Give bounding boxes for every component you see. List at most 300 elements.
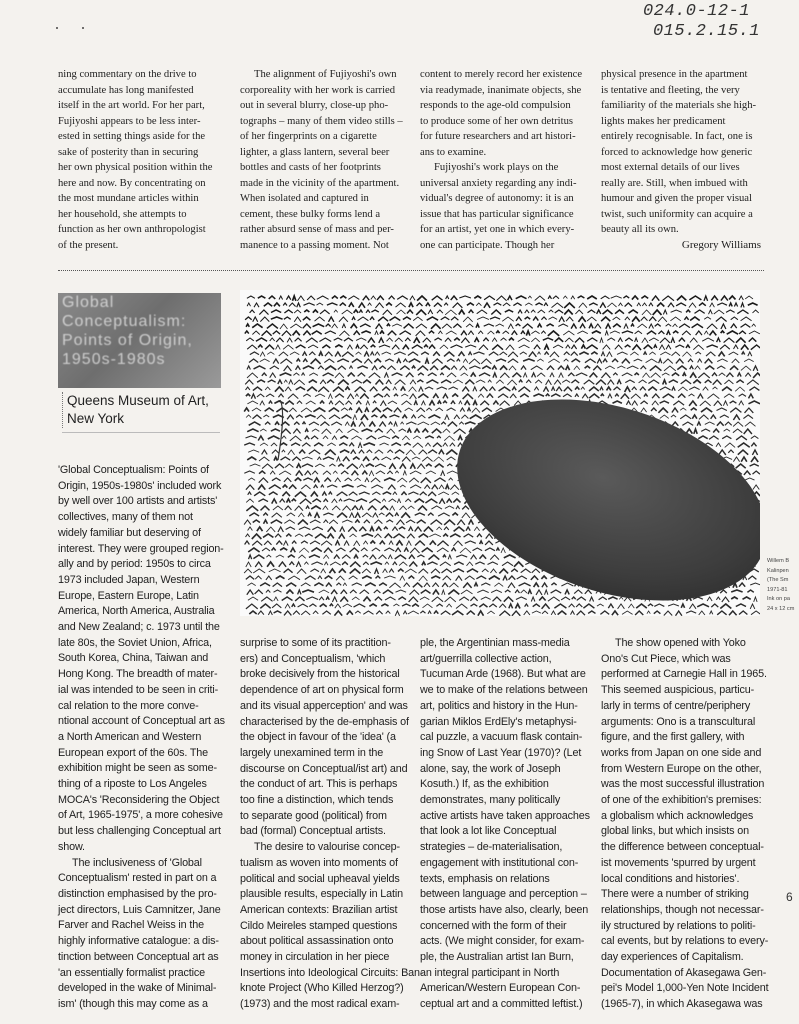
scrawl-stroke: [452, 513, 458, 515]
scrawl-stroke: [387, 429, 395, 433]
venue-line-2: New York: [67, 411, 125, 426]
scrawl-stroke: [513, 303, 521, 306]
scrawl-stroke: [416, 324, 427, 328]
scrawl-stroke: [683, 373, 686, 376]
scrawl-stroke: [509, 604, 513, 608]
scrawl-stroke: [699, 415, 709, 419]
scrawl-stroke: [536, 590, 542, 595]
scrawl-stroke: [395, 471, 398, 473]
scrawl-stroke: [362, 429, 373, 431]
text-line: dependence of art on physical form: [240, 684, 404, 697]
scrawl-stroke: [705, 380, 712, 383]
scrawl-stroke: [395, 548, 400, 552]
scrawl-stroke: [496, 296, 506, 301]
scrawl-stroke: [384, 576, 395, 578]
scrawl-stroke: [325, 450, 336, 455]
scrawl-stroke: [375, 429, 383, 432]
text-line: concerned with the form of their: [420, 919, 567, 932]
scrawl-stroke: [294, 317, 301, 322]
scrawl-stroke: [269, 569, 281, 572]
scrawl-stroke: [272, 548, 276, 551]
scrawl-stroke: [531, 366, 543, 370]
scrawl-stroke: [289, 562, 294, 565]
scrawl-stroke: [415, 513, 425, 515]
scrawl-stroke: [506, 345, 514, 350]
scrawl-stroke: [363, 380, 371, 383]
text-line: and its visual apperception' and was: [240, 699, 408, 712]
scrawl-stroke: [466, 527, 470, 531]
scrawl-stroke: [387, 366, 395, 370]
scrawl-stroke: [262, 464, 273, 469]
scrawl-stroke: [601, 373, 610, 378]
scrawl-stroke: [267, 352, 274, 354]
text-line: cement, these bulky forms lend a: [240, 208, 381, 220]
scrawl-stroke: [451, 401, 455, 404]
scrawl-stroke: [321, 569, 326, 573]
scrawl-stroke: [406, 450, 415, 455]
scrawl-stroke: [473, 401, 477, 405]
scrawl-stroke: [284, 478, 291, 482]
scrawl-stroke: [283, 345, 293, 349]
scrawl-stroke: [254, 366, 266, 369]
text-line: (1965-7), in which Akasegawa was: [601, 998, 763, 1011]
scrawl-stroke: [309, 352, 315, 355]
title-image-line: Global: [62, 294, 115, 311]
scrawl-stroke: [658, 408, 668, 413]
scrawl-stroke: [368, 506, 376, 510]
scrawl-stroke: [392, 373, 403, 376]
scrawl-stroke: [363, 541, 367, 544]
scrawl-stroke: [452, 492, 459, 495]
scrawl-stroke: [283, 303, 287, 306]
scrawl-stroke: [537, 359, 544, 361]
scrawl-stroke: [660, 401, 669, 403]
scrawl-stroke: [440, 373, 444, 375]
handwritten-code-1: 024.0-12-1: [642, 2, 750, 21]
scrawl-stroke: [372, 492, 380, 495]
caption-line: Ink on pa: [767, 596, 791, 602]
scrawl-stroke: [399, 562, 407, 566]
scrawl-stroke: [390, 317, 401, 321]
scrawl-stroke: [632, 401, 638, 406]
scrawl-stroke: [649, 324, 654, 329]
scrawl-stroke: [601, 352, 604, 356]
scrawl-stroke: [380, 401, 386, 406]
scrawl-stroke: [453, 380, 463, 383]
text-line: ple, the Argentinian mass-media: [420, 637, 570, 649]
scrawl-stroke: [423, 604, 433, 608]
scrawl-stroke: [295, 597, 304, 601]
scrawl-stroke: [250, 310, 255, 313]
scrawl-stroke: [719, 450, 726, 455]
scrawl-stroke: [305, 471, 311, 475]
scrawl-stroke: [309, 373, 318, 375]
scrawl-stroke: [402, 436, 409, 440]
scrawl-stroke: [474, 296, 481, 298]
scrawl-stroke: [493, 401, 498, 405]
scrawl-stroke: [582, 394, 588, 398]
scrawl-stroke: [365, 408, 369, 412]
scrawl-stroke: [263, 415, 269, 417]
scrawl-stroke: [341, 408, 348, 411]
text-line: bad (formal) Conceptual artists.: [240, 825, 386, 838]
scrawl-stroke: [672, 352, 680, 356]
text-line: day experiences of Capitalism.: [601, 951, 744, 964]
scrawl-stroke: [274, 457, 277, 461]
scrawl-stroke: [409, 555, 415, 559]
scrawl-stroke: [336, 583, 341, 585]
scrawl-stroke: [375, 331, 378, 335]
scrawl-stroke: [588, 310, 596, 313]
scrawl-stroke: [334, 338, 343, 340]
scrawl-stroke: [473, 352, 484, 354]
text-line: European export of the 60s. The: [58, 746, 209, 759]
scrawl-stroke: [349, 576, 358, 579]
scrawl-stroke: [465, 345, 476, 347]
scrawl-stroke: [290, 352, 299, 355]
scrawl-stroke: [480, 387, 488, 391]
scrawl-stroke: [571, 380, 579, 383]
scrawl-stroke: [362, 471, 367, 474]
scrawl-stroke: [313, 611, 318, 614]
scrawl-stroke: [471, 555, 477, 559]
scrawl-stroke: [417, 303, 423, 306]
scrawl-stroke: [615, 310, 624, 314]
scrawl-stroke: [591, 352, 597, 354]
scrawl-stroke: [481, 583, 490, 585]
scrawl-stroke: [409, 597, 418, 602]
scrawl-stroke: [510, 394, 516, 398]
scrawl-stroke: [335, 541, 339, 546]
scrawl-stroke: [326, 583, 332, 587]
scrawl-stroke: [329, 415, 340, 419]
scrawl-stroke: [280, 324, 288, 329]
scrawl-stroke: [716, 597, 720, 600]
scrawl-stroke: [341, 590, 347, 594]
scrawl-stroke: [260, 352, 265, 357]
scrawl-stroke: [736, 604, 746, 607]
scrawl-stroke: [389, 422, 393, 425]
scrawl-stroke: [358, 373, 366, 376]
scrawl-stroke: [461, 415, 468, 419]
scrawl-stroke: [454, 527, 465, 531]
scrawl-stroke: [654, 604, 664, 606]
scrawl-stroke: [689, 303, 696, 308]
text-line: the conduct of art. This is perhaps: [240, 778, 398, 791]
text-line: performed at Carnegie Hall in 1965.: [601, 668, 767, 681]
scrawl-stroke: [496, 331, 499, 333]
scrawl-stroke: [610, 331, 620, 333]
scrawl-stroke: [719, 373, 726, 376]
scrawl-stroke: [252, 408, 261, 411]
text-line: physical presence in the apartment: [601, 69, 748, 80]
text-line: Europe, Eastern Europe, Latin: [58, 589, 199, 602]
scrawl-stroke: [396, 590, 407, 592]
scrawl-stroke: [330, 562, 341, 565]
scrawl-stroke: [744, 359, 754, 362]
scrawl-stroke: [733, 429, 742, 433]
scrawl-stroke: [389, 583, 400, 588]
scrawl-stroke: [356, 499, 367, 502]
scrawl-stroke: [524, 611, 530, 615]
scrawl-stroke: [543, 387, 548, 392]
scrawl-stroke: [698, 436, 707, 439]
scrawl-stroke: [306, 338, 318, 342]
scrawl-stroke: [409, 527, 413, 531]
scrawl-stroke: [359, 422, 365, 427]
scrawl-stroke: [743, 415, 753, 419]
scrawl-stroke: [252, 331, 259, 335]
scrawl-stroke: [354, 331, 360, 335]
scrawl-stroke: [330, 604, 333, 606]
title-image-line: Conceptualism:: [62, 313, 187, 330]
title-image-line: Points of Origin,: [62, 332, 193, 349]
scrawl-stroke: [504, 597, 513, 602]
scrawl-stroke: [340, 303, 346, 306]
scrawl-stroke: [432, 583, 438, 587]
scrawl-stroke: [730, 401, 737, 403]
scrawl-stroke: [275, 464, 284, 468]
scrawl-stroke: [478, 611, 484, 616]
scrawl-stroke: [541, 331, 545, 334]
scrawl-stroke: [632, 345, 641, 350]
text-line: tinction between Conceptual art as: [58, 950, 219, 963]
scrawl-stroke: [260, 604, 270, 608]
scrawl-stroke: [558, 324, 568, 326]
scrawl-stroke: [677, 366, 686, 370]
scrawl-stroke: [451, 317, 458, 320]
scrawl-stroke: [478, 331, 483, 334]
scrawl-stroke: [305, 534, 313, 536]
scrawl-stroke: [429, 534, 441, 537]
scrawl-stroke: [441, 366, 450, 370]
text-line: bottles and casts of her footprints: [240, 162, 381, 173]
scrawl-stroke: [512, 373, 521, 377]
text-line: (1973) and the most radical exam-: [240, 998, 400, 1011]
text-line: Tucuman Arde (1968). But what are: [420, 668, 586, 681]
scrawl-stroke: [652, 394, 659, 398]
scrawl-stroke: [751, 443, 756, 446]
scrawl-stroke: [383, 310, 392, 315]
text-line: universal anxiety regarding any indi-: [420, 177, 577, 189]
scrawl-stroke: [383, 408, 392, 411]
scrawl-stroke: [463, 317, 473, 322]
scrawl-stroke: [253, 520, 260, 523]
scrawl-stroke: [660, 338, 670, 343]
scrawl-stroke: [744, 429, 752, 434]
scrawl-stroke: [673, 331, 678, 333]
scrawl-stroke: [607, 387, 611, 390]
scrawl-stroke: [438, 331, 442, 334]
scrawl-stroke: [420, 597, 429, 600]
scrawl-stroke: [356, 408, 362, 413]
scrawl-stroke: [338, 464, 344, 466]
scrawl-stroke: [523, 324, 533, 328]
scrawl-stroke: [496, 548, 499, 551]
scrawl-stroke: [551, 394, 560, 397]
scrawl-stroke: [297, 569, 306, 574]
scrawl-stroke: [264, 520, 268, 524]
scrawl-stroke: [343, 583, 347, 586]
text-line: show.: [58, 840, 85, 853]
scrawl-stroke: [294, 422, 299, 425]
scrawl-stroke: [678, 387, 687, 391]
scrawl-stroke: [705, 359, 713, 363]
scrawl-stroke: [404, 548, 408, 552]
scrawl-stroke: [351, 324, 357, 328]
scrawl-stroke: [404, 583, 410, 587]
scrawl-stroke: [403, 471, 406, 475]
scrawl-stroke: [745, 478, 755, 480]
scrawl-stroke: [460, 548, 471, 553]
scrawl-stroke: [678, 394, 685, 398]
scrawl-stroke: [253, 387, 262, 391]
text-line: here and now. By concentrating on: [58, 177, 206, 189]
scrawl-stroke: [271, 429, 280, 431]
scrawl-stroke: [410, 394, 417, 399]
scrawl-stroke: [333, 471, 337, 474]
scrawl-stroke: [267, 324, 278, 328]
scrawl-stroke: [563, 296, 567, 299]
scrawl-stroke: [323, 457, 334, 459]
scrawl-stroke: [431, 506, 442, 509]
scrawl-stroke: [284, 317, 291, 319]
scrawl-stroke: [585, 366, 591, 368]
scrawl-stroke: [248, 527, 253, 531]
scrawl-stroke: [745, 408, 754, 413]
scrawl-stroke: [244, 443, 255, 445]
scrawl-stroke: [443, 576, 451, 580]
scrawl-stroke: [332, 296, 338, 299]
scrawl-stroke: [308, 513, 311, 516]
scrawl-stroke: [419, 534, 429, 537]
scrawl-stroke: [358, 443, 362, 448]
scrawl-stroke: [349, 303, 354, 307]
scrawl-stroke: [648, 387, 657, 391]
scrawl-stroke: [490, 317, 500, 319]
scrawl-stroke: [400, 464, 406, 469]
scrawl-stroke: [354, 555, 358, 559]
review-column-1: [58, 463, 228, 1013]
text-line: cal puzzle, a vacuum flask contain-: [420, 731, 583, 744]
text-line: Kosuth.) If, as the exhibition: [420, 778, 549, 791]
scrawl-stroke: [465, 541, 476, 543]
scrawl-stroke: [249, 359, 258, 363]
scrawl-stroke: [269, 296, 276, 299]
scrawl-stroke: [739, 394, 746, 396]
scrawl-stroke: [364, 352, 369, 357]
scrawl-stroke: [360, 345, 367, 349]
scrawl-stroke: [379, 583, 387, 586]
scrawl-stroke: [260, 429, 267, 431]
scrawl-stroke: [446, 296, 449, 299]
scrawl-stroke: [385, 562, 389, 565]
scrawl-stroke: [271, 310, 281, 313]
scrawl-stroke: [386, 513, 393, 517]
scrawl-stroke: [749, 338, 757, 342]
scrawl-stroke: [259, 478, 268, 483]
scrawl-stroke: [303, 394, 311, 396]
scrawl-stroke: [728, 450, 733, 453]
scrawl-stroke: [664, 366, 676, 371]
scrawl-stroke: [694, 429, 697, 434]
scrawl-stroke: [589, 387, 599, 391]
scrawl-stroke: [351, 450, 356, 454]
scrawl-stroke: [279, 471, 291, 475]
scrawl-stroke: [355, 394, 358, 397]
scrawl-stroke: [246, 499, 254, 502]
scrawl-stroke: [393, 492, 397, 495]
scrawl-stroke: [549, 317, 558, 319]
scrawl-stroke: [380, 331, 384, 334]
scrawl-stroke: [289, 303, 296, 307]
scrawl-stroke: [267, 562, 274, 567]
scrawl-stroke: [440, 562, 451, 566]
scrawl-stroke: [273, 506, 283, 510]
text-line: a North American and Western: [58, 730, 202, 743]
scrawl-stroke: [365, 478, 369, 482]
scrawl-stroke: [266, 394, 274, 397]
scrawl-stroke: [392, 436, 399, 438]
scrawl-stroke: [246, 604, 258, 609]
scrawl-stroke: [622, 611, 633, 614]
scrawl-stroke: [434, 478, 445, 482]
scrawl-stroke: [518, 338, 530, 342]
scrawl-stroke: [550, 373, 554, 377]
scrawl-stroke: [535, 296, 545, 301]
scrawl-stroke: [489, 576, 500, 579]
scrawl-stroke: [385, 534, 393, 538]
scrawl-stroke: [528, 296, 531, 298]
scrawl-stroke: [375, 464, 386, 467]
scrawl-stroke: [342, 485, 354, 487]
scrawl-stroke: [452, 394, 458, 397]
scrawl-stroke: [356, 338, 366, 340]
scrawl-stroke: [660, 387, 671, 390]
scrawl-stroke: [646, 359, 658, 363]
scrawl-stroke: [668, 303, 674, 307]
scrawl-stroke: [686, 345, 690, 348]
scrawl-stroke: [367, 450, 373, 453]
scrawl-stroke: [637, 303, 641, 306]
scrawl-stroke: [467, 562, 473, 566]
scrawl-stroke: [295, 506, 303, 511]
scrawl-stroke: [477, 590, 488, 593]
scrawl-stroke: [245, 541, 250, 545]
scrawl-stroke: [748, 303, 758, 305]
scrawl-stroke: [258, 436, 263, 441]
scrawl-stroke: [629, 310, 638, 313]
scrawl-stroke: [461, 373, 468, 376]
scrawl-stroke: [498, 394, 508, 398]
text-line: between language and perception –: [420, 888, 587, 901]
scrawl-stroke: [326, 597, 329, 600]
scrawl-stroke: [596, 380, 606, 385]
scrawl-stroke: [294, 380, 305, 385]
scrawl-stroke: [597, 310, 601, 314]
text-line: beauty all its own.: [601, 224, 679, 235]
text-line: lights makes her predicament: [601, 115, 726, 127]
text-line: Documentation of Akasegawa Gen-: [601, 966, 767, 979]
scrawl-stroke: [409, 478, 419, 482]
scrawl-stroke: [552, 387, 555, 391]
scrawl-stroke: [342, 324, 345, 328]
scrawl-stroke: [736, 338, 746, 343]
scrawl-stroke: [451, 548, 455, 551]
scrawl-stroke: [607, 352, 612, 357]
scrawl-stroke: [381, 506, 389, 510]
scrawl-stroke: [339, 499, 342, 501]
